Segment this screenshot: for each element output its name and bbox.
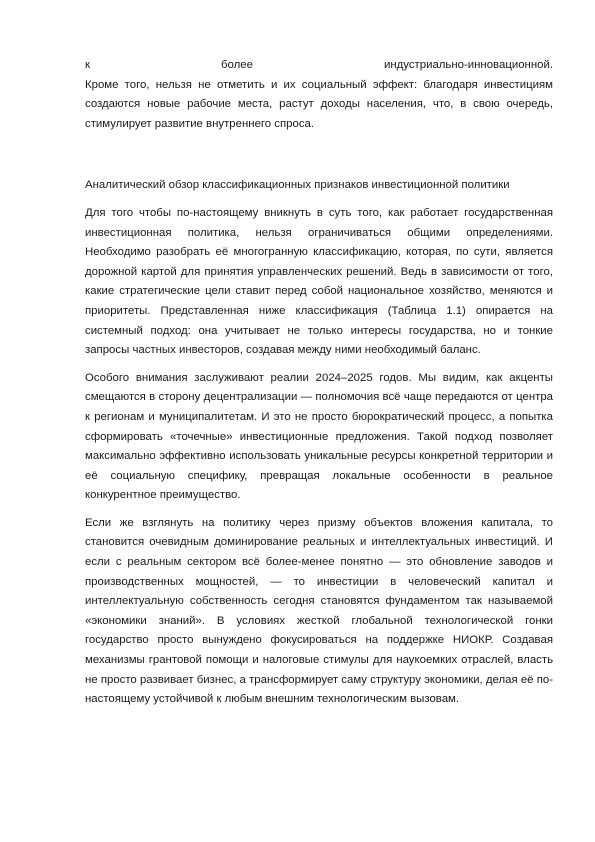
body-paragraph-2: Особого внимания заслуживают реалии 2024–2025 годов. Мы видим, как акценты смещаются в сторону децентрализации — полномочия всё чаще передаются от центра к регионам и муниципалитетам. И это не просто бюрократический процесс, а попытка сформировать «точечные» инвестиционные предложения. Такой подход позволяет максимально эффективно использовать уникальные ресурсы конкретной территории и её социальную специфику, превращая локальные особенности в реальное конкурентное преимущество.: [85, 371, 553, 502]
intro-first-line: к более индустриально-инновационной.: [85, 59, 553, 71]
section-heading: Аналитический обзор классификационных признаков инвестиционной политики: [85, 179, 510, 192]
body-paragraph-1: Для того чтобы по-настоящему вникнуть в суть того, как работает государственная инвестиционная политика, нельзя ограничиваться общими определениями. Необходимо разобрать её многогранную классификацию, которая, по сути, является дорожной картой для принятия управленческих решений. Ведь в зависимости от того, какие стратегические цели ставит перед собой национальное хозяйство, меняются и приоритеты. Представленная ниже классификация (Таблица 1.1) опирается на системный подход: она учитывает не только интересы государства, но и тонкие запросы частных инвесторов, создавая между ними необходимый баланс.: [85, 206, 553, 357]
intro-paragraph: [85, 56, 553, 134]
document-page: [85, 56, 553, 718]
intro-rest-text: Кроме того, нельзя не отметить и их социальный эффект: благодаря инвестициям создаются новые рабочие места, растут доходы населения, что, в свою очередь, стимулирует развитие внутреннего спроса.: [85, 78, 553, 130]
body-paragraph-3: Если же взглянуть на политику через призму объектов вложения капитала, то становится очевидным доминирование реальных и интеллектуальных инвестиций. И если с реальным сектором всё более-менее понятно — это обновление заводов и производственных мощностей, — то инвестиции в человеческий капитал и интеллектуальную собственность сегодня становятся фундаментом так называемой «экономики знаний». В условиях жесткой глобальной технологической гонки государство просто вынуждено фокусироваться на поддержке НИОКР. Создавая механизмы грантовой помощи и налоговые стимулы для наукоемких отраслей, власть не просто развивает бизнес, а трансформирует саму структуру экономики, делая её по-настоящему устойчивой к любым внешним технологическим вызовам.: [85, 516, 553, 706]
